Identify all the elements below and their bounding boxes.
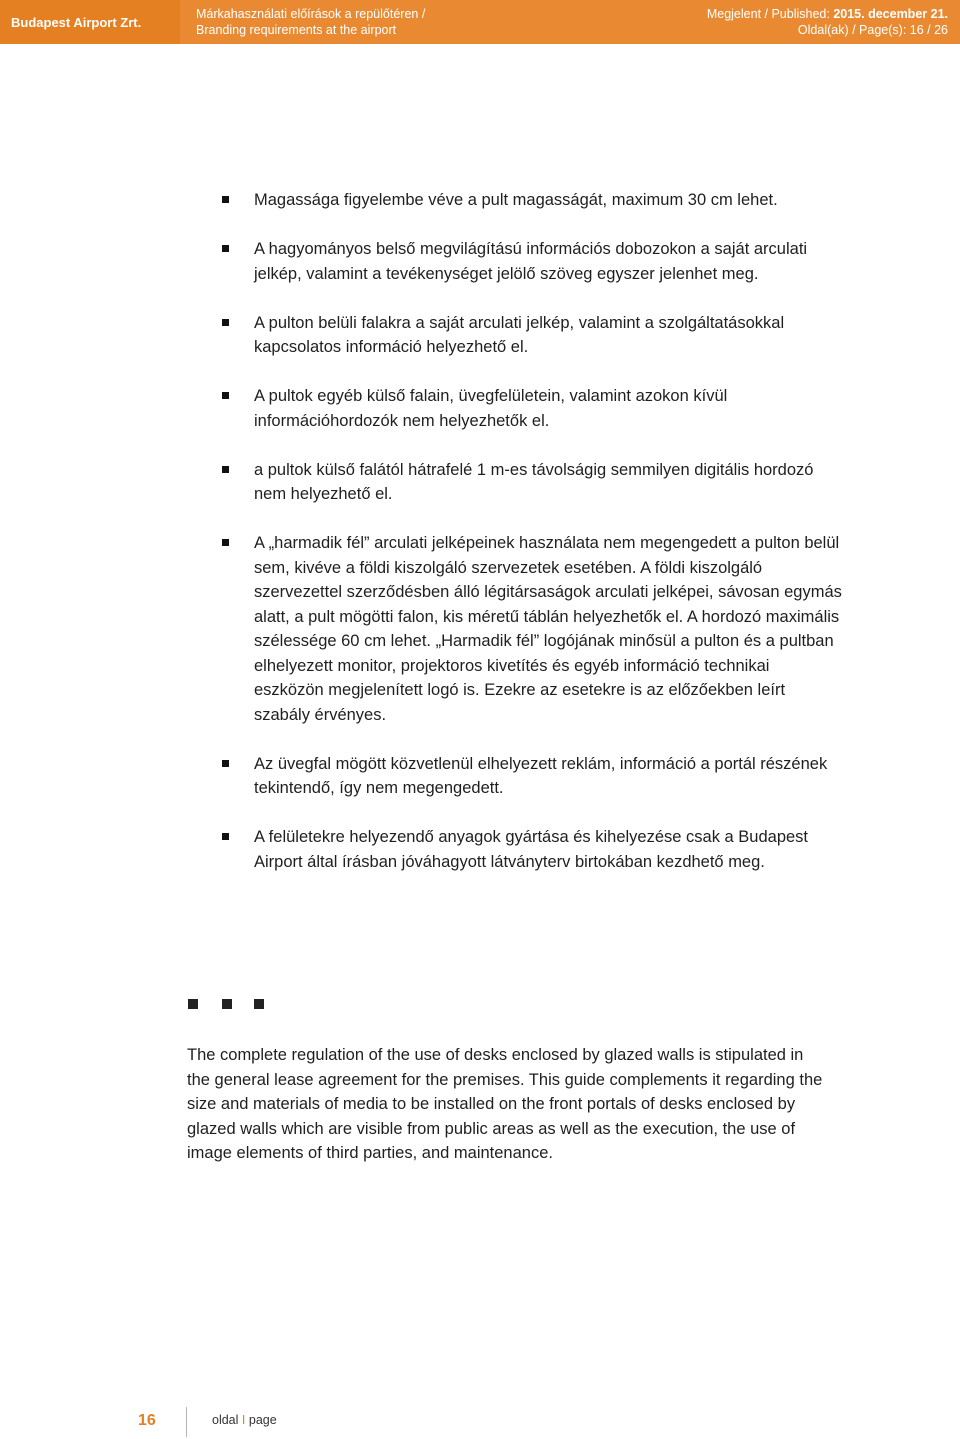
page-label (212, 1413, 277, 1427)
list-item (222, 311, 842, 360)
publication-info (707, 6, 948, 38)
english-summary: The complete regulation of the use of desks enclosed by glazed walls is stipulated in the general lease agreement for the premises. This guide complements it regarding the size and materials of media to be installed on the front portals of desks enclosed by glazed walls which are visible from public areas as well as the execution, the use of image elements of third parties, and maintenance. (187, 1046, 823, 1162)
published-date: 2015. december 21. (833, 7, 948, 21)
square-bullet-icon (222, 833, 229, 840)
list-item-text: a pultok külső falától hátrafelé 1 m-es távolságig semmilyen digitális hordozó nem helyezhető el. (254, 460, 814, 503)
rules-list (222, 188, 842, 899)
company-name: Budapest Airport Zrt. (0, 0, 180, 44)
list-item-text: A pultok egyéb külső falain, üvegfelületein, valamint azokon kívül információhordozók nem helyezhetők el. (254, 387, 728, 430)
page-label-hu: oldal (212, 1413, 239, 1427)
square-icon (188, 999, 198, 1009)
square-icon (222, 999, 232, 1009)
square-bullet-icon (222, 319, 229, 326)
list-item-text: A „harmadik fél” arculati jelképeinek használata nem megengedett a pulton belül sem, kivéve a földi kiszolgáló szervezetek esetében. A földi kiszolgáló szervezettel szerződésben álló légitársaságok arculati jelképei, sávosan egymás alatt, a pult mögötti falon, kis méretű táblán helyezhetők el. A hordozó maximális szélessége 60 cm lehet. „Harmadik fél” logójának minősül a pulton és a pultban elhelyezett monitor, projektoros kivetítés és egyéb információ technikai eszközön megjelenített logó is. Ezekre az esetekre is az előzőekben leírt szabály érvényes. (254, 534, 842, 724)
footer-divider (186, 1407, 187, 1437)
list-item (222, 825, 842, 874)
list-item (222, 752, 842, 801)
list-item (222, 458, 842, 507)
list-item (222, 531, 842, 727)
document-title-en: Branding requirements at the airport (196, 23, 397, 37)
page-info: Oldal(ak) / Page(s): 16 / 26 (797, 23, 948, 37)
square-icon (254, 999, 264, 1009)
list-item-text: Az üvegfal mögött közvetlenül elhelyezett reklám, információ a portál részének tekintendő, így nem megengedett. (254, 754, 828, 797)
square-bullet-icon (222, 760, 229, 767)
page-number: 16 (138, 1412, 156, 1429)
square-bullet-icon (222, 539, 229, 546)
square-bullet-icon (222, 392, 229, 399)
published-line (707, 6, 948, 22)
document-title-hu: Márkahasználati előírások a repülőtéren / (196, 7, 426, 21)
page-label-separator: I (241, 1413, 246, 1427)
list-item-text: A hagyományos belső megvilágítású információs dobozokon a saját arculati jelkép, valamint a tevékenységet jelölő szöveg egyszer jelenhet meg. (254, 240, 808, 283)
list-item (222, 384, 842, 433)
list-item (222, 237, 842, 286)
page-header (0, 0, 960, 44)
published-label: Megjelent / Published: (706, 7, 830, 21)
square-bullet-icon (222, 466, 229, 473)
page-label-en: page (248, 1413, 277, 1427)
list-item-text: A pulton belüli falakra a saját arculati jelkép, valamint a szolgáltatásokkal kapcsolatos információ helyezhető el. (254, 313, 785, 356)
list-item (222, 188, 842, 213)
list-item-text: Magassága figyelembe véve a pult magasságát, maximum 30 cm lehet. (254, 191, 778, 209)
square-bullet-icon (222, 196, 229, 203)
square-bullet-icon (222, 245, 229, 252)
page-footer (0, 1400, 960, 1439)
list-item-text: A felületekre helyezendő anyagok gyártása és kihelyezése csak a Budapest Airport által írásban jóváhagyott látványterv birtokában kezdhető meg. (254, 828, 809, 871)
document-title (196, 6, 425, 38)
